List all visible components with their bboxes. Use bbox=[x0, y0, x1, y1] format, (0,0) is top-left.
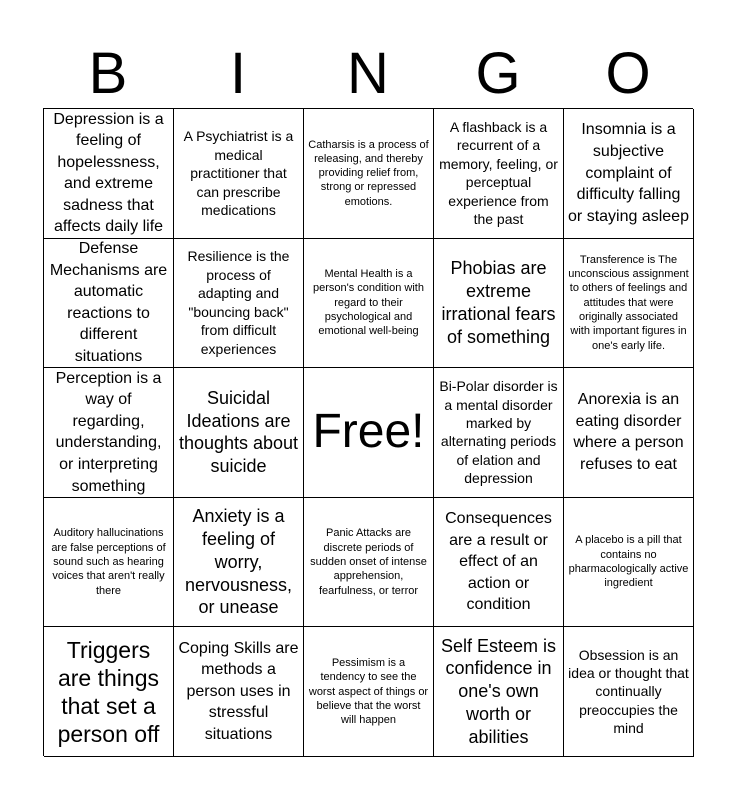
bingo-cell-r5c4: Self Esteem is confidence in one's own worth or abilities bbox=[434, 627, 564, 757]
bingo-cell-r5c2: Coping Skills are methods a person uses in stressful situations bbox=[174, 627, 304, 757]
bingo-free-space: Free! bbox=[304, 368, 434, 498]
bingo-cell-r4c3: Panic Attacks are discrete periods of sudden onset of intense apprehension, fearfulness, or terror bbox=[304, 498, 434, 628]
bingo-cell-r3c5: Anorexia is an eating disorder where a person refuses to eat bbox=[564, 368, 694, 498]
bingo-cell-r2c1: Defense Mechanisms are automatic reactions to different situations bbox=[44, 239, 174, 369]
bingo-cell-r3c4: Bi-Polar disorder is a mental disorder marked by alternating periods of elation and depression bbox=[434, 368, 564, 498]
bingo-cell-r1c4: A flashback is a recurrent of a memory, feeling, or perceptual experience from the past bbox=[434, 109, 564, 239]
bingo-cell-r5c1: Triggers are things that set a person off bbox=[44, 627, 174, 757]
title-letter-n: N bbox=[347, 41, 389, 106]
bingo-cell-r1c2: A Psychiatrist is a medical practitioner that can prescribe medications bbox=[174, 109, 304, 239]
title-letter-i: I bbox=[229, 41, 247, 106]
bingo-cell-r3c1: Perception is a way of regarding, understanding, or interpreting something bbox=[44, 368, 174, 498]
bingo-cell-r1c3: Catharsis is a process of releasing, and thereby providing relief from, strong or repressed emotions. bbox=[304, 109, 434, 239]
bingo-cell-r2c5: Transference is The unconscious assignment to others of feelings and attitudes that were originally associated with important figures in one's early life. bbox=[564, 239, 694, 369]
bingo-cell-r5c3: Pessimism is a tendency to see the worst aspect of things or believe that the worst will happen bbox=[304, 627, 434, 757]
bingo-cell-r2c4: Phobias are extreme irrational fears of something bbox=[434, 239, 564, 369]
bingo-cell-r1c5: Insomnia is a subjective complaint of difficulty falling or staying asleep bbox=[564, 109, 694, 239]
bingo-cell-r2c2: Resilience is the process of adapting and "bouncing back" from difficult experiences bbox=[174, 239, 304, 369]
bingo-card-grid bbox=[43, 108, 693, 756]
bingo-title bbox=[43, 40, 693, 108]
title-letter-o: O bbox=[605, 41, 651, 106]
bingo-cell-r4c2: Anxiety is a feeling of worry, nervousness, or unease bbox=[174, 498, 304, 628]
bingo-cell-r4c1: Auditory hallucinations are false perceptions of sound such as hearing voices that aren't really there bbox=[44, 498, 174, 628]
bingo-cell-r2c3: Mental Health is a person's condition with regard to their psychological and emotional well-being bbox=[304, 239, 434, 369]
bingo-cell-r5c5: Obsession is an idea or thought that continually preoccupies the mind bbox=[564, 627, 694, 757]
bingo-cell-r3c2: Suicidal Ideations are thoughts about suicide bbox=[174, 368, 304, 498]
bingo-cell-r4c4: Consequences are a result or effect of an action or condition bbox=[434, 498, 564, 628]
title-letter-b: B bbox=[88, 41, 128, 106]
title-letter-g: G bbox=[475, 41, 521, 106]
bingo-cell-r1c1: Depression is a feeling of hopelessness, and extreme sadness that affects daily life bbox=[44, 109, 174, 239]
bingo-cell-r4c5: A placebo is a pill that contains no pharmacologically active ingredient bbox=[564, 498, 694, 628]
